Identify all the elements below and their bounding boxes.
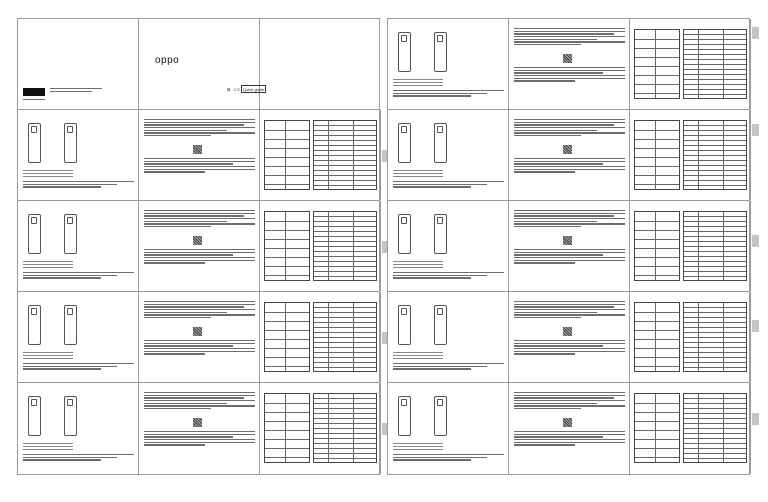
- qr-code-icon: [193, 236, 202, 245]
- sar-table: [313, 302, 377, 372]
- phone-outline-icon: [398, 396, 411, 436]
- spec-table-panel: [260, 201, 381, 291]
- side-tab: [752, 320, 759, 332]
- phone-outline-icon: [64, 305, 77, 345]
- phone-outline-icon: [398, 32, 411, 72]
- cover-panel-brand: [139, 19, 265, 109]
- sheet-row: [388, 110, 749, 201]
- instructions-panel: [139, 110, 260, 200]
- sar-table: [313, 211, 377, 281]
- sheet-row: [18, 19, 379, 110]
- instructions-panel: [509, 110, 630, 200]
- qr-code-icon: [563, 145, 572, 154]
- right-print-sheet: [387, 18, 750, 475]
- spec-table-panel: [260, 110, 381, 200]
- sheet-row: [388, 292, 749, 383]
- sar-table: [683, 29, 747, 99]
- phone-outline-icon: [434, 123, 447, 163]
- product-code-line: [23, 99, 45, 101]
- compliance-icons: ⊠ CE: [227, 87, 242, 92]
- qr-code-icon: [563, 418, 572, 427]
- phone-outline-icon: [398, 214, 411, 254]
- parts-table: [264, 211, 310, 281]
- spec-table-panel: [630, 110, 751, 200]
- spec-table-panel: [630, 292, 751, 382]
- phone-outline-icon: [398, 123, 411, 163]
- device-diagram-panel: [18, 383, 139, 474]
- phone-outline-icon: [28, 396, 41, 436]
- side-tab: [752, 27, 759, 39]
- parts-table: [264, 393, 310, 463]
- fine-print: [50, 88, 102, 93]
- instructions-panel: [139, 383, 260, 474]
- sar-table: [313, 120, 377, 190]
- phone-outline-icon: [64, 214, 77, 254]
- parts-table: [264, 120, 310, 190]
- oppo-logo: oppo: [155, 55, 180, 66]
- barcode-icon: [23, 88, 45, 96]
- parts-table: [634, 302, 680, 372]
- sar-table: [683, 302, 747, 372]
- spec-table-panel: [260, 292, 381, 382]
- parts-table: [634, 211, 680, 281]
- spec-table-panel: [630, 19, 751, 109]
- sheet-row: [18, 201, 379, 292]
- instructions-panel: [509, 201, 630, 291]
- left-print-sheet: [17, 18, 380, 475]
- sheet-row: [388, 201, 749, 292]
- device-diagram-panel: [388, 201, 509, 291]
- side-tab: [752, 235, 759, 247]
- side-tab: [752, 124, 759, 136]
- instructions-panel: [509, 383, 630, 474]
- sheet-row: [18, 383, 379, 474]
- phone-outline-icon: [434, 214, 447, 254]
- sheet-row: [388, 383, 749, 474]
- device-diagram-panel: [388, 292, 509, 382]
- spec-table-panel: [260, 383, 381, 474]
- qr-code-icon: [193, 418, 202, 427]
- device-diagram-panel: [18, 201, 139, 291]
- sheet-row: [388, 19, 749, 110]
- phone-outline-icon: [64, 123, 77, 163]
- device-diagram-panel: [388, 110, 509, 200]
- qr-code-icon: [563, 54, 572, 63]
- cover-panel: [18, 19, 139, 109]
- instructions-panel: [139, 201, 260, 291]
- instructions-panel: [509, 19, 630, 109]
- parts-table: [264, 302, 310, 372]
- phone-outline-icon: [28, 214, 41, 254]
- qr-code-icon: [563, 236, 572, 245]
- device-diagram-panel: [388, 19, 509, 109]
- phone-outline-icon: [434, 396, 447, 436]
- phone-outline-icon: [28, 123, 41, 163]
- sar-table: [683, 120, 747, 190]
- sar-table: [313, 393, 377, 463]
- phone-outline-icon: [398, 305, 411, 345]
- device-diagram-panel: [388, 383, 509, 474]
- spec-table-panel: [630, 383, 751, 474]
- device-diagram-panel: [18, 292, 139, 382]
- sheet-row: [18, 292, 379, 383]
- blank-panel: [260, 19, 381, 109]
- spec-table-panel: [630, 201, 751, 291]
- device-diagram-panel: [18, 110, 139, 200]
- qr-code-icon: [193, 145, 202, 154]
- parts-table: [634, 29, 680, 99]
- sar-table: [683, 393, 747, 463]
- parts-table: [634, 393, 680, 463]
- qr-code-icon: [563, 327, 572, 336]
- instructions-panel: [509, 292, 630, 382]
- side-tab: [752, 413, 759, 425]
- sar-table: [683, 211, 747, 281]
- parts-table: [634, 120, 680, 190]
- phone-outline-icon: [434, 305, 447, 345]
- phone-outline-icon: [434, 32, 447, 72]
- sheet-row: [18, 110, 379, 201]
- phone-outline-icon: [28, 305, 41, 345]
- quick-guide-label: Quick guide: [243, 86, 265, 92]
- instructions-panel: [139, 292, 260, 382]
- phone-outline-icon: [64, 396, 77, 436]
- qr-code-icon: [193, 327, 202, 336]
